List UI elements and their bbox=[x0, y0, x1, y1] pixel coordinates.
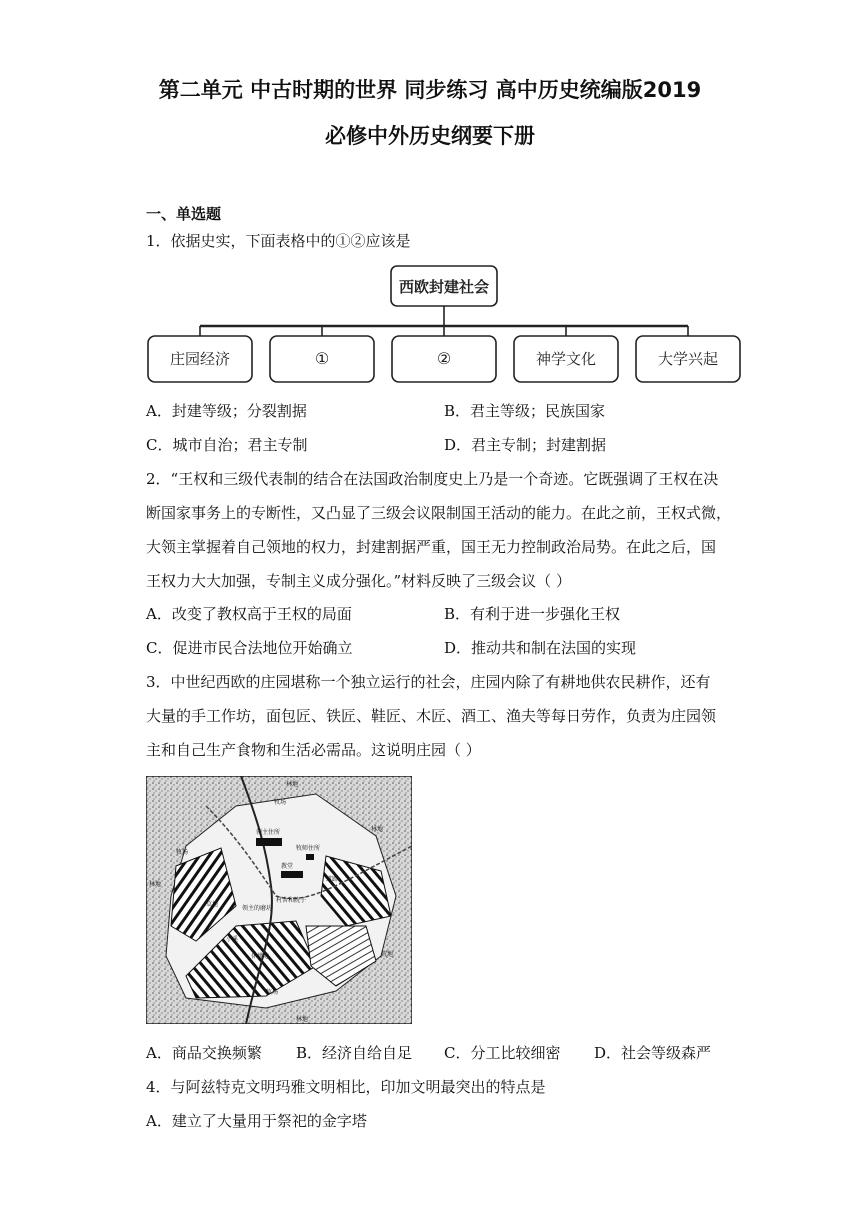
manor-map-image bbox=[146, 776, 412, 1024]
map-label: 荒地 bbox=[381, 951, 394, 958]
q2-stem-line: 大领主掌握着自己领地的权力，封建割据严重，国王无力控制政治局势。在此之后，国 bbox=[146, 538, 717, 556]
map-lord-house bbox=[256, 838, 282, 846]
q3-stem-line: 3．中世纪西欧的庄园堪称一个独立运行的社会，庄园内除了有耕地供农民耕作，还有 bbox=[146, 673, 711, 691]
diagram-root-label: 西欧封建社会 bbox=[398, 278, 490, 296]
q2-option-a[interactable]: A．改变了教权高于王权的局面 bbox=[146, 605, 352, 623]
q4-option-a[interactable]: A．建立了大量用于祭祀的金字塔 bbox=[146, 1112, 367, 1130]
map-label: 休耕地 bbox=[251, 953, 270, 960]
q3-stem-line: 大量的手工作坊，面包匠、铁匠、鞋匠、木匠、酒工、渔夫等每日劳作，负责为庄园领 bbox=[146, 707, 717, 725]
q1-stem: 1．依据史实，下面表格中的①②应该是 bbox=[146, 232, 411, 250]
diagram-child-label: 大学兴起 bbox=[657, 350, 719, 368]
document-title-line-2: 必修中外历史纲要下册 bbox=[325, 124, 535, 148]
map-label: 领主住所 bbox=[256, 829, 281, 836]
map-label: 教堂 bbox=[281, 863, 294, 870]
diagram-child-label: 庄园经济 bbox=[169, 350, 231, 368]
map-label: 小溪 bbox=[226, 936, 239, 943]
q1-option-a[interactable]: A．封建等级；分裂割据 bbox=[146, 402, 307, 420]
q2-option-d[interactable]: D．推动共和制在法国的实现 bbox=[444, 639, 637, 657]
q2-stem-line: 王权力大大加强，专制主义成分强化。”材料反映了三级会议（ ） bbox=[146, 572, 571, 590]
map-label: 牧场 bbox=[176, 849, 189, 856]
map-label: 牧场 bbox=[266, 989, 279, 996]
map-label: 牧师住所 bbox=[296, 845, 321, 852]
q1-option-b[interactable]: B．君主等级；民族国家 bbox=[444, 402, 606, 420]
q3-option-b[interactable]: B．经济自给自足 bbox=[296, 1044, 413, 1062]
section-heading: 一、单选题 bbox=[146, 205, 222, 223]
map-priest-house bbox=[306, 854, 314, 860]
map-label: 林地 bbox=[371, 826, 384, 833]
map-label: 领主的磨坊 bbox=[242, 905, 273, 912]
q3-stem-line: 主和自己生产食物和生活必需品。这说明庄园（ ） bbox=[146, 741, 481, 759]
map-church bbox=[281, 871, 303, 878]
map-label: 牧场 bbox=[274, 799, 287, 806]
map-label: 林地 bbox=[286, 781, 299, 788]
map-label: 道路 bbox=[326, 876, 339, 883]
q2-stem-line: 断国家事务上的专断性，又凸显了三级会议限制国王活动的能力。在此之前，王权式微， bbox=[146, 504, 732, 522]
diagram-child-label: ② bbox=[436, 349, 452, 368]
document-title-line-1: 第二单元 中古时期的世界 同步练习 高中历史统编版2019 bbox=[158, 78, 702, 102]
q1-hierarchy-diagram bbox=[146, 264, 744, 386]
map-label: 林地 bbox=[296, 1016, 309, 1023]
diagram-child-label: 神学文化 bbox=[535, 350, 597, 368]
q1-option-c[interactable]: C．城市自治；君主专制 bbox=[146, 436, 308, 454]
diagram-child-label: ① bbox=[314, 349, 330, 368]
q2-option-b[interactable]: B．有利于进一步强化王权 bbox=[444, 605, 621, 623]
map-label: 草地 bbox=[206, 901, 219, 908]
map-label: 林地 bbox=[149, 881, 162, 888]
q2-option-c[interactable]: C．促进市民合法地位开始确立 bbox=[146, 639, 353, 657]
q4-stem: 4．与阿兹特克文明玛雅文明相比，印加文明最突出的特点是 bbox=[146, 1078, 546, 1096]
q3-option-a[interactable]: A．商品交换频繁 bbox=[146, 1044, 262, 1062]
q1-option-d[interactable]: D．君主专制；封建割据 bbox=[444, 436, 607, 454]
map-label: 村舍和院子 bbox=[276, 897, 307, 904]
q3-option-c[interactable]: C．分工比较细密 bbox=[444, 1044, 561, 1062]
q3-option-d[interactable]: D．社会等级森严 bbox=[594, 1044, 712, 1062]
q2-stem-line: 2．“王权和三级代表制的结合在法国政治制度史上乃是一个奇迹。它既强调了王权在决 bbox=[146, 470, 719, 488]
